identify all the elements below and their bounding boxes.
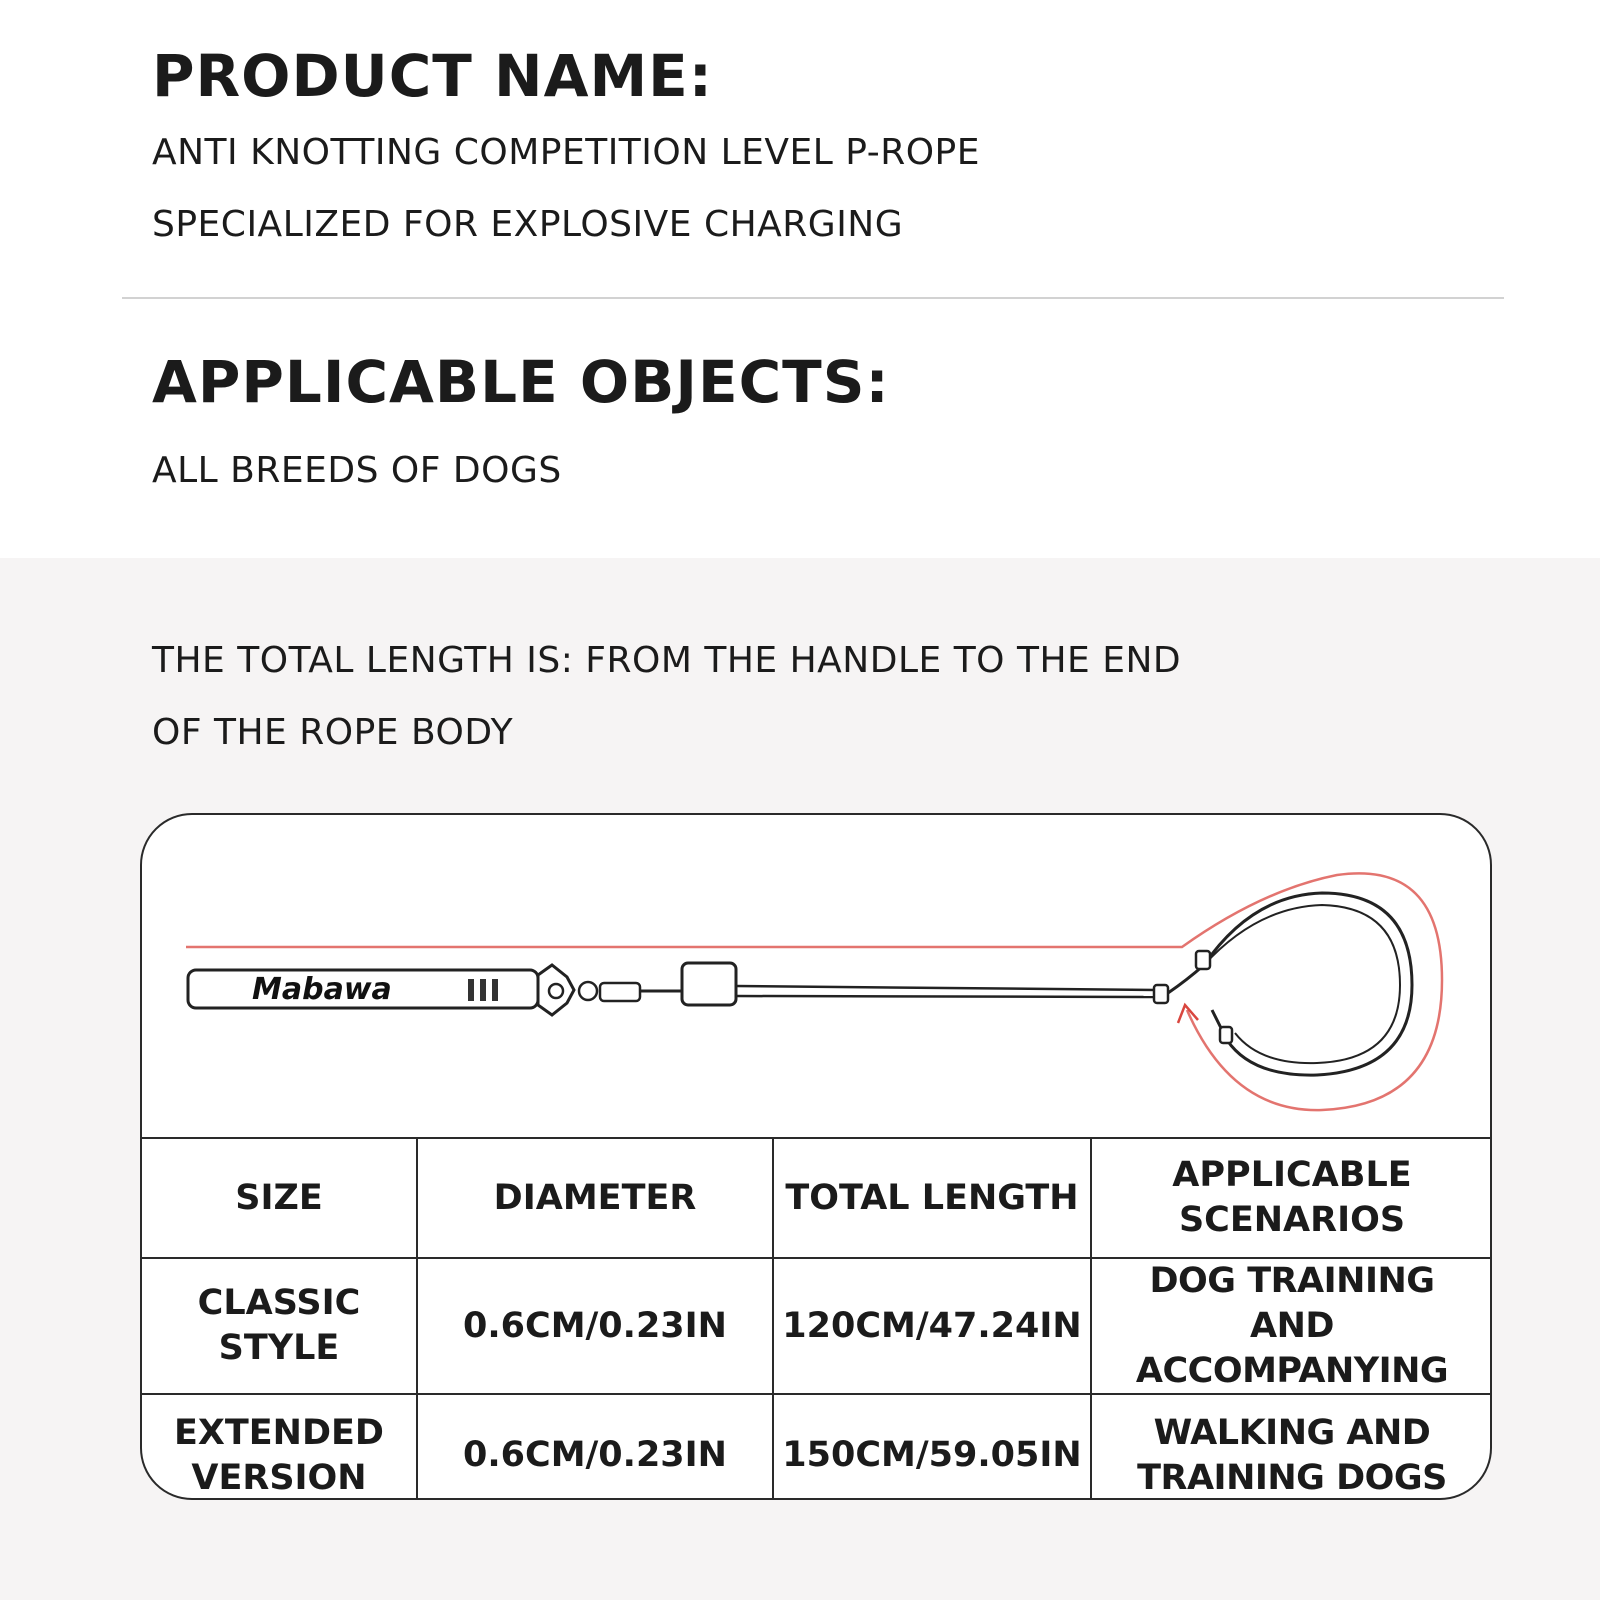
length-note-line-1: THE TOTAL LENGTH IS: FROM THE HANDLE TO THE END (152, 640, 1182, 681)
scenario-line-1: DOG TRAINING (1149, 1261, 1435, 1301)
header-diameter: DIAMETER (417, 1138, 773, 1258)
header-section (0, 0, 1600, 558)
swivel-ring-icon (579, 982, 597, 1000)
length-cell: 120CM/47.24IN (773, 1258, 1091, 1394)
brand-logo: Mabawa (252, 972, 392, 1007)
applicable-objects-text: ALL BREEDS OF DOGS (152, 450, 562, 491)
size-line-2: STYLE (218, 1328, 340, 1369)
leash-diagram (142, 815, 1490, 1137)
product-name-line-2: SPECIALIZED FOR EXPLOSIVE CHARGING (152, 204, 904, 245)
scenario-cell (1091, 1394, 1492, 1500)
section-divider (122, 297, 1504, 299)
swivel-ring-icon (549, 984, 563, 998)
spec-table (140, 1137, 1492, 1500)
table-row (141, 1394, 1492, 1500)
rope-end-cap (600, 983, 640, 1001)
header-applicable-scenarios (1091, 1138, 1492, 1258)
diameter-cell: 0.6CM/0.23IN (417, 1394, 773, 1500)
header-size: SIZE (141, 1138, 417, 1258)
scenario-line-2: AND ACCOMPANYING (1135, 1305, 1449, 1391)
header-scenarios-line-2: SCENARIOS (1178, 1200, 1406, 1240)
rope-stopper (682, 963, 736, 1005)
product-name-line-1: ANTI KNOTTING COMPETITION LEVEL P-ROPE (152, 132, 981, 173)
scenario-line-2: TRAINING DOGS (1137, 1457, 1447, 1498)
loop-bead (1220, 1027, 1232, 1043)
scenario-cell (1091, 1258, 1492, 1394)
handle-stripe (480, 979, 486, 1001)
handle-stripe (468, 979, 474, 1001)
product-name-heading: PRODUCT NAME: (152, 42, 713, 110)
loop-bead (1196, 951, 1210, 969)
applicable-objects-heading: APPLICABLE OBJECTS: (152, 348, 890, 416)
table-header-row (141, 1138, 1492, 1258)
rope-line (736, 996, 1157, 997)
length-note-line-2: OF THE ROPE BODY (152, 712, 514, 753)
table-row (141, 1258, 1492, 1394)
spec-card (140, 813, 1492, 1500)
size-line-2: VERSION (191, 1457, 367, 1498)
size-cell (141, 1258, 417, 1394)
scenario-line-1: WALKING AND (1153, 1413, 1431, 1454)
slip-ring (1154, 985, 1168, 1003)
handle-stripe (492, 979, 498, 1001)
size-cell (141, 1394, 417, 1500)
header-total-length: TOTAL LENGTH (773, 1138, 1091, 1258)
length-cell: 150CM/59.05IN (773, 1394, 1091, 1500)
size-line-1: EXTENDED (174, 1413, 384, 1454)
rope-line (736, 986, 1157, 990)
size-line-1: CLASSIC (197, 1283, 361, 1324)
header-scenarios-line-1: APPLICABLE (1172, 1155, 1412, 1196)
diameter-cell: 0.6CM/0.23IN (417, 1258, 773, 1394)
